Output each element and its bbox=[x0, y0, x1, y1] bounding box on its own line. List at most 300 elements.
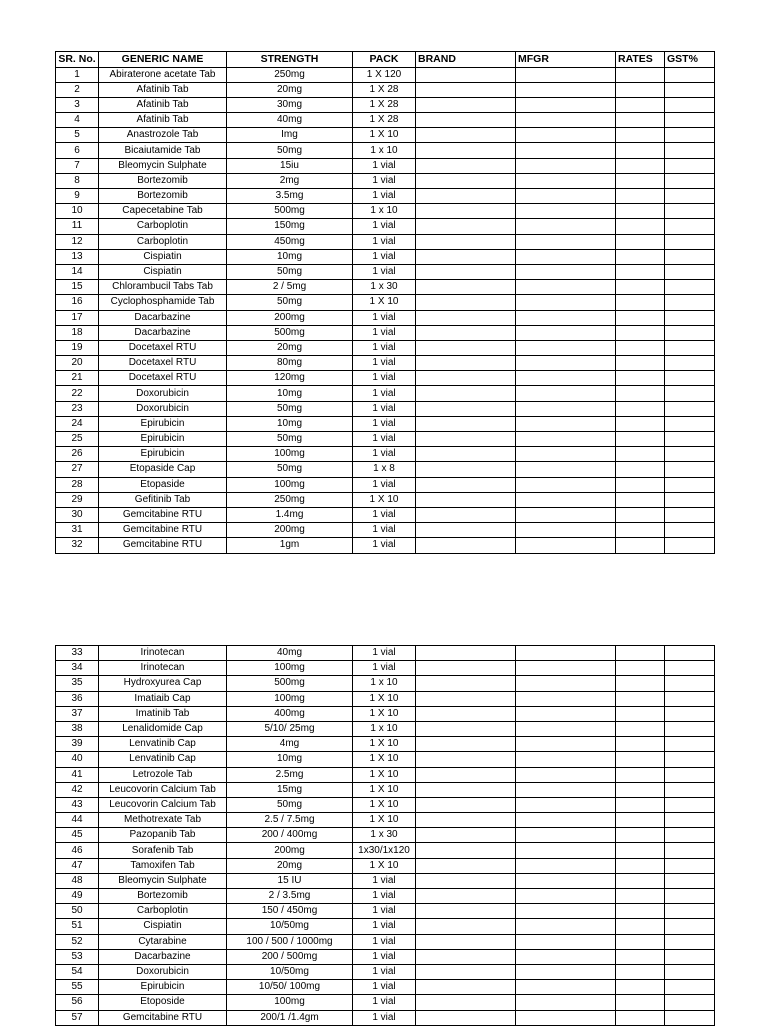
mfgr-cell bbox=[516, 356, 616, 371]
brand-cell bbox=[416, 128, 516, 143]
brand-cell bbox=[416, 691, 516, 706]
gst-cell bbox=[665, 249, 715, 264]
generic-name-cell: Abiraterone acetate Tab bbox=[99, 67, 227, 82]
mfgr-cell bbox=[516, 264, 616, 279]
pack-cell: 1 vial bbox=[353, 386, 416, 401]
strength-cell: 30mg bbox=[227, 97, 353, 112]
strength-cell: Img bbox=[227, 128, 353, 143]
sr-no-cell: 47 bbox=[56, 858, 99, 873]
sr-no-cell: 52 bbox=[56, 934, 99, 949]
generic-name-cell: Bleomycin Sulphate bbox=[99, 158, 227, 173]
strength-cell: 5/10/ 25mg bbox=[227, 721, 353, 736]
gst-cell bbox=[665, 828, 715, 843]
generic-name-cell: Hydroxyurea Cap bbox=[99, 676, 227, 691]
brand-cell bbox=[416, 721, 516, 736]
pack-cell: 1 vial bbox=[353, 371, 416, 386]
generic-name-cell: Epirubicin bbox=[99, 416, 227, 431]
generic-name-cell: Gemcitabine RTU bbox=[99, 507, 227, 522]
sr-no-cell: 2 bbox=[56, 82, 99, 97]
generic-name-cell: Lenvatinib Cap bbox=[99, 752, 227, 767]
table-row bbox=[56, 691, 715, 706]
sr-no-cell: 25 bbox=[56, 432, 99, 447]
gst-cell bbox=[665, 386, 715, 401]
strength-cell: 2 / 3.5mg bbox=[227, 889, 353, 904]
strength-cell: 4mg bbox=[227, 737, 353, 752]
pack-cell: 1 X 10 bbox=[353, 813, 416, 828]
sr-no-cell: 20 bbox=[56, 356, 99, 371]
brand-cell bbox=[416, 538, 516, 553]
rates-cell bbox=[616, 691, 665, 706]
gst-cell bbox=[665, 219, 715, 234]
sr-no-cell: 28 bbox=[56, 477, 99, 492]
pack-cell: 1 X 28 bbox=[353, 97, 416, 112]
generic-name-cell: Leucovorin Calcium Tab bbox=[99, 782, 227, 797]
strength-cell: 50mg bbox=[227, 797, 353, 812]
mfgr-cell bbox=[516, 813, 616, 828]
table-row bbox=[56, 234, 715, 249]
gst-cell bbox=[665, 371, 715, 386]
brand-cell bbox=[416, 280, 516, 295]
sr-no-cell: 3 bbox=[56, 97, 99, 112]
strength-cell: 15 IU bbox=[227, 873, 353, 888]
table-row bbox=[56, 873, 715, 888]
generic-name-cell: Carboplotin bbox=[99, 234, 227, 249]
table-row bbox=[56, 401, 715, 416]
table-row bbox=[56, 813, 715, 828]
table-row bbox=[56, 507, 715, 522]
gst-cell bbox=[665, 980, 715, 995]
strength-cell: 200 / 400mg bbox=[227, 828, 353, 843]
pack-cell: 1 vial bbox=[353, 964, 416, 979]
table-row bbox=[56, 97, 715, 112]
pack-cell: 1 vial bbox=[353, 1010, 416, 1025]
table-row bbox=[56, 676, 715, 691]
table-row bbox=[56, 432, 715, 447]
pack-cell: 1 X 120 bbox=[353, 67, 416, 82]
rates-cell bbox=[616, 964, 665, 979]
strength-cell: 150mg bbox=[227, 219, 353, 234]
table-row bbox=[56, 477, 715, 492]
table-row bbox=[56, 919, 715, 934]
generic-name-cell: Imatiaib Cap bbox=[99, 691, 227, 706]
rates-cell bbox=[616, 158, 665, 173]
rates-cell bbox=[616, 462, 665, 477]
generic-name-cell: Docetaxel RTU bbox=[99, 356, 227, 371]
sr-no-cell: 21 bbox=[56, 371, 99, 386]
generic-name-cell: Leucovorin Calcium Tab bbox=[99, 797, 227, 812]
rates-cell bbox=[616, 828, 665, 843]
sr-no-cell: 15 bbox=[56, 280, 99, 295]
strength-cell: 10mg bbox=[227, 249, 353, 264]
rates-cell bbox=[616, 371, 665, 386]
pack-cell: 1 vial bbox=[353, 507, 416, 522]
strength-cell: 20mg bbox=[227, 82, 353, 97]
generic-name-cell: Gefitinib Tab bbox=[99, 492, 227, 507]
pack-cell: 1 X 10 bbox=[353, 128, 416, 143]
generic-name-cell: Bortezomib bbox=[99, 173, 227, 188]
gst-cell bbox=[665, 538, 715, 553]
brand-cell bbox=[416, 158, 516, 173]
mfgr-cell bbox=[516, 934, 616, 949]
column-header: GENERIC NAME bbox=[99, 52, 227, 68]
rates-cell bbox=[616, 721, 665, 736]
rates-cell bbox=[616, 934, 665, 949]
table-row bbox=[56, 67, 715, 82]
rates-cell bbox=[616, 325, 665, 340]
strength-cell: 50mg bbox=[227, 432, 353, 447]
generic-name-cell: Etoposide bbox=[99, 995, 227, 1010]
rates-cell bbox=[616, 949, 665, 964]
brand-cell bbox=[416, 646, 516, 661]
mfgr-cell bbox=[516, 143, 616, 158]
pack-cell: 1 vial bbox=[353, 934, 416, 949]
gst-cell bbox=[665, 691, 715, 706]
table-row bbox=[56, 949, 715, 964]
brand-cell bbox=[416, 752, 516, 767]
strength-cell: 400mg bbox=[227, 706, 353, 721]
rates-cell bbox=[616, 447, 665, 462]
gst-cell bbox=[665, 173, 715, 188]
sr-no-cell: 44 bbox=[56, 813, 99, 828]
gst-cell bbox=[665, 721, 715, 736]
table-row bbox=[56, 995, 715, 1010]
table-row bbox=[56, 356, 715, 371]
pack-cell: 1 vial bbox=[353, 523, 416, 538]
brand-cell bbox=[416, 1010, 516, 1025]
brand-cell bbox=[416, 371, 516, 386]
pack-cell: 1 vial bbox=[353, 919, 416, 934]
sr-no-cell: 37 bbox=[56, 706, 99, 721]
sr-no-cell: 49 bbox=[56, 889, 99, 904]
sr-no-cell: 9 bbox=[56, 189, 99, 204]
table-row bbox=[56, 371, 715, 386]
mfgr-cell bbox=[516, 523, 616, 538]
pack-cell: 1 X 10 bbox=[353, 752, 416, 767]
mfgr-cell bbox=[516, 386, 616, 401]
brand-cell bbox=[416, 462, 516, 477]
rates-cell bbox=[616, 234, 665, 249]
table-row bbox=[56, 325, 715, 340]
sr-no-cell: 8 bbox=[56, 173, 99, 188]
rates-cell bbox=[616, 340, 665, 355]
brand-cell bbox=[416, 873, 516, 888]
pack-cell: 1 vial bbox=[353, 538, 416, 553]
sr-no-cell: 6 bbox=[56, 143, 99, 158]
pack-cell: 1 X 10 bbox=[353, 706, 416, 721]
pack-cell: 1 X 10 bbox=[353, 691, 416, 706]
mfgr-cell bbox=[516, 538, 616, 553]
generic-name-cell: Irinotecan bbox=[99, 646, 227, 661]
pack-cell: 1 vial bbox=[353, 980, 416, 995]
brand-cell bbox=[416, 310, 516, 325]
generic-name-cell: Cispiatin bbox=[99, 264, 227, 279]
rates-cell bbox=[616, 507, 665, 522]
pack-cell: 1 vial bbox=[353, 325, 416, 340]
brand-cell bbox=[416, 340, 516, 355]
sr-no-cell: 55 bbox=[56, 980, 99, 995]
pack-cell: 1 vial bbox=[353, 173, 416, 188]
mfgr-cell bbox=[516, 507, 616, 522]
brand-cell bbox=[416, 980, 516, 995]
generic-name-cell: Bicaiutamide Tab bbox=[99, 143, 227, 158]
table-row bbox=[56, 737, 715, 752]
strength-cell: 100mg bbox=[227, 477, 353, 492]
rates-cell bbox=[616, 782, 665, 797]
rates-cell bbox=[616, 797, 665, 812]
gst-cell bbox=[665, 964, 715, 979]
strength-cell: 10mg bbox=[227, 416, 353, 431]
rates-cell bbox=[616, 767, 665, 782]
brand-cell bbox=[416, 934, 516, 949]
brand-cell bbox=[416, 416, 516, 431]
brand-cell bbox=[416, 919, 516, 934]
sr-no-cell: 19 bbox=[56, 340, 99, 355]
mfgr-cell bbox=[516, 752, 616, 767]
mfgr-cell bbox=[516, 204, 616, 219]
brand-cell bbox=[416, 97, 516, 112]
table-row bbox=[56, 523, 715, 538]
pack-cell: 1 X 28 bbox=[353, 113, 416, 128]
rates-cell bbox=[616, 310, 665, 325]
table-row bbox=[56, 249, 715, 264]
mfgr-cell bbox=[516, 737, 616, 752]
rates-cell bbox=[616, 646, 665, 661]
mfgr-cell bbox=[516, 676, 616, 691]
mfgr-cell bbox=[516, 691, 616, 706]
strength-cell: 500mg bbox=[227, 676, 353, 691]
mfgr-cell bbox=[516, 1010, 616, 1025]
sr-no-cell: 14 bbox=[56, 264, 99, 279]
pack-cell: 1 x 30 bbox=[353, 828, 416, 843]
pack-cell: 1 vial bbox=[353, 432, 416, 447]
strength-cell: 10mg bbox=[227, 386, 353, 401]
rates-cell bbox=[616, 919, 665, 934]
table-row bbox=[56, 752, 715, 767]
pack-cell: 1 X 28 bbox=[353, 82, 416, 97]
column-header: BRAND bbox=[416, 52, 516, 68]
mfgr-cell bbox=[516, 858, 616, 873]
brand-cell bbox=[416, 189, 516, 204]
gst-cell bbox=[665, 523, 715, 538]
mfgr-cell bbox=[516, 234, 616, 249]
pack-cell: 1 x 8 bbox=[353, 462, 416, 477]
gst-cell bbox=[665, 995, 715, 1010]
brand-cell bbox=[416, 843, 516, 858]
mfgr-cell bbox=[516, 189, 616, 204]
rates-cell bbox=[616, 904, 665, 919]
gst-cell bbox=[665, 934, 715, 949]
brand-cell bbox=[416, 828, 516, 843]
strength-cell: 200/1 /1.4gm bbox=[227, 1010, 353, 1025]
sr-no-cell: 40 bbox=[56, 752, 99, 767]
generic-name-cell: Carboplotin bbox=[99, 219, 227, 234]
rates-cell bbox=[616, 752, 665, 767]
generic-name-cell: Cispiatin bbox=[99, 919, 227, 934]
table-row bbox=[56, 204, 715, 219]
mfgr-cell bbox=[516, 492, 616, 507]
rates-cell bbox=[616, 82, 665, 97]
brand-cell bbox=[416, 477, 516, 492]
strength-cell: 200 / 500mg bbox=[227, 949, 353, 964]
gst-cell bbox=[665, 128, 715, 143]
brand-cell bbox=[416, 264, 516, 279]
brand-cell bbox=[416, 676, 516, 691]
mfgr-cell bbox=[516, 767, 616, 782]
table-row bbox=[56, 706, 715, 721]
pack-cell: 1 vial bbox=[353, 189, 416, 204]
rates-cell bbox=[616, 219, 665, 234]
gst-cell bbox=[665, 158, 715, 173]
header-row bbox=[56, 52, 715, 68]
brand-cell bbox=[416, 797, 516, 812]
generic-name-cell: Cyclophosphamide Tab bbox=[99, 295, 227, 310]
rates-cell bbox=[616, 280, 665, 295]
sr-no-cell: 16 bbox=[56, 295, 99, 310]
rates-cell bbox=[616, 843, 665, 858]
table-row bbox=[56, 82, 715, 97]
brand-cell bbox=[416, 949, 516, 964]
strength-cell: 15mg bbox=[227, 782, 353, 797]
sr-no-cell: 51 bbox=[56, 919, 99, 934]
table-row bbox=[56, 462, 715, 477]
mfgr-cell bbox=[516, 828, 616, 843]
strength-cell: 2.5 / 7.5mg bbox=[227, 813, 353, 828]
rates-cell bbox=[616, 995, 665, 1010]
generic-name-cell: Bleomycin Sulphate bbox=[99, 873, 227, 888]
brand-cell bbox=[416, 234, 516, 249]
sr-no-cell: 7 bbox=[56, 158, 99, 173]
mfgr-cell bbox=[516, 661, 616, 676]
mfgr-cell bbox=[516, 980, 616, 995]
gst-cell bbox=[665, 889, 715, 904]
mfgr-cell bbox=[516, 462, 616, 477]
sr-no-cell: 32 bbox=[56, 538, 99, 553]
pack-cell: 1 vial bbox=[353, 158, 416, 173]
strength-cell: 10/50mg bbox=[227, 964, 353, 979]
rates-cell bbox=[616, 356, 665, 371]
gst-cell bbox=[665, 737, 715, 752]
gst-cell bbox=[665, 782, 715, 797]
mfgr-cell bbox=[516, 995, 616, 1010]
strength-cell: 200mg bbox=[227, 310, 353, 325]
rates-cell bbox=[616, 401, 665, 416]
generic-name-cell: Afatinib Tab bbox=[99, 113, 227, 128]
table-row bbox=[56, 143, 715, 158]
rates-cell bbox=[616, 386, 665, 401]
strength-cell: 1.4mg bbox=[227, 507, 353, 522]
column-header: RATES bbox=[616, 52, 665, 68]
pack-cell: 1 x 10 bbox=[353, 204, 416, 219]
table-row bbox=[56, 964, 715, 979]
sr-no-cell: 17 bbox=[56, 310, 99, 325]
gst-cell bbox=[665, 646, 715, 661]
strength-cell: 10mg bbox=[227, 752, 353, 767]
rates-cell bbox=[616, 416, 665, 431]
mfgr-cell bbox=[516, 782, 616, 797]
sr-no-cell: 34 bbox=[56, 661, 99, 676]
table-row bbox=[56, 128, 715, 143]
table-row bbox=[56, 492, 715, 507]
mfgr-cell bbox=[516, 721, 616, 736]
table-row bbox=[56, 858, 715, 873]
sr-no-cell: 54 bbox=[56, 964, 99, 979]
generic-name-cell: Imatinib Tab bbox=[99, 706, 227, 721]
table-row bbox=[56, 934, 715, 949]
generic-name-cell: Doxorubicin bbox=[99, 964, 227, 979]
brand-cell bbox=[416, 295, 516, 310]
pack-cell: 1 x 10 bbox=[353, 721, 416, 736]
rates-cell bbox=[616, 67, 665, 82]
generic-name-cell: Epirubicin bbox=[99, 980, 227, 995]
generic-name-cell: Gemcitabine RTU bbox=[99, 523, 227, 538]
brand-cell bbox=[416, 889, 516, 904]
generic-name-cell: Docetaxel RTU bbox=[99, 371, 227, 386]
generic-name-cell: Doxorubicin bbox=[99, 386, 227, 401]
strength-cell: 50mg bbox=[227, 264, 353, 279]
mfgr-cell bbox=[516, 67, 616, 82]
generic-name-cell: Letrozole Tab bbox=[99, 767, 227, 782]
brand-cell bbox=[416, 432, 516, 447]
gst-cell bbox=[665, 676, 715, 691]
mfgr-cell bbox=[516, 249, 616, 264]
rates-cell bbox=[616, 477, 665, 492]
pack-cell: 1 X 10 bbox=[353, 858, 416, 873]
generic-name-cell: Irinotecan bbox=[99, 661, 227, 676]
generic-name-cell: Epirubicin bbox=[99, 447, 227, 462]
table-row bbox=[56, 340, 715, 355]
strength-cell: 450mg bbox=[227, 234, 353, 249]
mfgr-cell bbox=[516, 128, 616, 143]
generic-name-cell: Epirubicin bbox=[99, 432, 227, 447]
strength-cell: 100mg bbox=[227, 661, 353, 676]
gst-cell bbox=[665, 416, 715, 431]
strength-cell: 50mg bbox=[227, 401, 353, 416]
gst-cell bbox=[665, 919, 715, 934]
mfgr-cell bbox=[516, 310, 616, 325]
table-row bbox=[56, 661, 715, 676]
generic-name-cell: Dacarbazine bbox=[99, 949, 227, 964]
table-row bbox=[56, 1010, 715, 1025]
rates-cell bbox=[616, 538, 665, 553]
brand-cell bbox=[416, 767, 516, 782]
generic-name-cell: Sorafenib Tab bbox=[99, 843, 227, 858]
pack-cell: 1 vial bbox=[353, 401, 416, 416]
generic-name-cell: Methotrexate Tab bbox=[99, 813, 227, 828]
mfgr-cell bbox=[516, 416, 616, 431]
strength-cell: 120mg bbox=[227, 371, 353, 386]
strength-cell: 200mg bbox=[227, 523, 353, 538]
generic-name-cell: Tamoxifen Tab bbox=[99, 858, 227, 873]
pack-cell: 1 x 30 bbox=[353, 280, 416, 295]
table-row bbox=[56, 782, 715, 797]
gst-cell bbox=[665, 661, 715, 676]
sr-no-cell: 1 bbox=[56, 67, 99, 82]
generic-name-cell: Etopaside bbox=[99, 477, 227, 492]
gst-cell bbox=[665, 706, 715, 721]
mfgr-cell bbox=[516, 873, 616, 888]
table-row bbox=[56, 538, 715, 553]
table-row bbox=[56, 280, 715, 295]
strength-cell: 20mg bbox=[227, 340, 353, 355]
strength-cell: 1gm bbox=[227, 538, 353, 553]
generic-name-cell: Cytarabine bbox=[99, 934, 227, 949]
table-row bbox=[56, 904, 715, 919]
mfgr-cell bbox=[516, 280, 616, 295]
sr-no-cell: 5 bbox=[56, 128, 99, 143]
table-row bbox=[56, 219, 715, 234]
generic-name-cell: Cispiatin bbox=[99, 249, 227, 264]
brand-cell bbox=[416, 219, 516, 234]
